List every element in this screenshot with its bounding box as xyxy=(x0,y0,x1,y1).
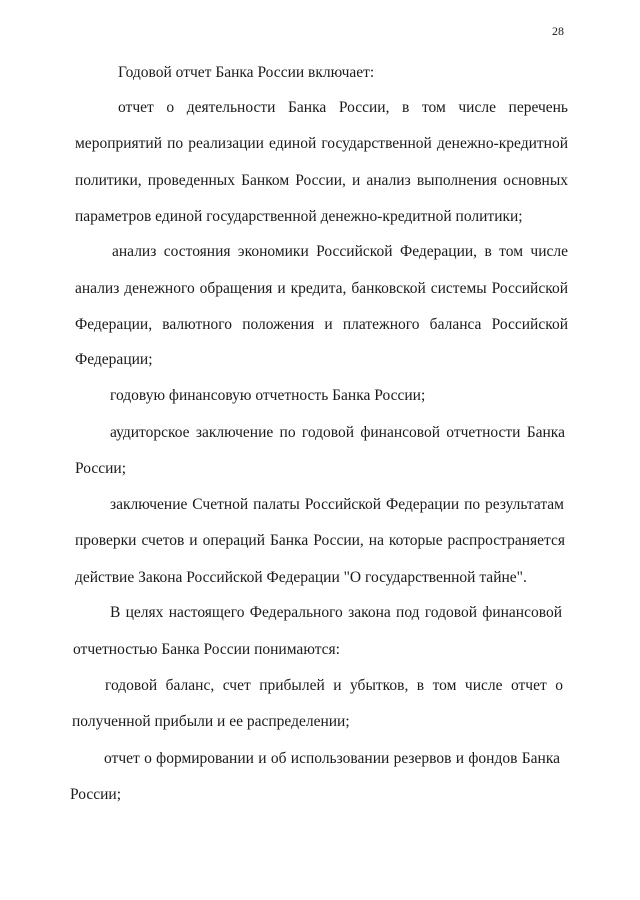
text-line: В целях настоящего Федерального закона под годовой финансовой xyxy=(110,604,562,621)
text-line: Годовой отчет Банка России включает: xyxy=(118,64,375,81)
text-line: отчетностью Банка России понимаются: xyxy=(73,641,340,658)
page-number: 28 xyxy=(552,24,564,38)
text-line: проверки счетов и операций Банка России, на которые распространяется xyxy=(75,532,565,549)
text-line: мероприятий по реализации единой государственной денежно-кредитной xyxy=(75,135,568,152)
text-line: отчет о деятельности Банка России, в том числе перечень xyxy=(118,99,568,116)
text-line: полученной прибыли и ее распределении; xyxy=(72,713,350,730)
text-line: годовой баланс, счет прибылей и убытков, в том числе отчет о xyxy=(105,677,563,694)
text-line: Федерации; xyxy=(75,351,153,368)
text-line: годовую финансовую отчетность Банка России; xyxy=(110,387,426,404)
text-line: Федерации, валютного положения и платежного баланса Российской xyxy=(75,316,568,333)
text-line: России; xyxy=(70,786,122,803)
text-line: России; xyxy=(75,460,127,477)
text-line: отчет о формировании и об использовании резервов и фондов Банка xyxy=(104,750,560,767)
text-line: параметров единой государственной денежно-кредитной политики; xyxy=(75,208,523,225)
text-line: политики, проведенных Банком России, и анализ выполнения основных xyxy=(75,172,568,189)
text-line: заключение Счетной палаты Российской Федерации по результатам xyxy=(110,496,564,513)
text-line: действие Закона Российской Федерации "О государственной тайне". xyxy=(75,569,527,586)
text-line: анализ денежного обращения и кредита, банковской системы Российской xyxy=(75,280,568,297)
text-line: анализ состояния экономики Российской Федерации, в том числе xyxy=(112,243,568,260)
text-line: аудиторское заключение по годовой финансовой отчетности Банка xyxy=(110,424,565,441)
